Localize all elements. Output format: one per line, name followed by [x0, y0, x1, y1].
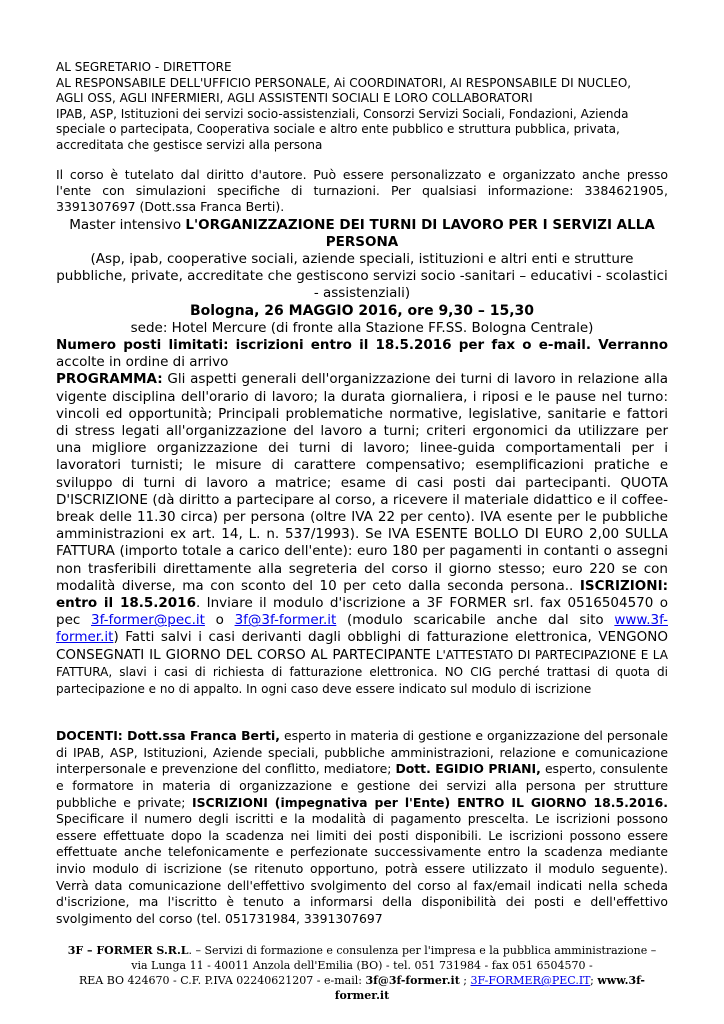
master-prefix: Master intensivo — [69, 217, 186, 233]
footer-website[interactable]: www.3f-former.it — [334, 974, 646, 1002]
programma-text: Gli aspetti generali dell'organizzazione dei turni di lavoro in relazione alla vigente disciplina dell'orario di lavoro; la durata giornaliera, i riposi e le pause nel turno: vincoli ed opportunità; Principali problematiche normative, legislative, sanitarie e fattori di stress legati all'organizzazione del lavoro a turni; criteri ergonomici da utilizzare per una migliore organizzazione dei turni di lavoro; linee-guida comportamentali per i lavoratori turnisti; le misure di carattere compensativo; esemplificazioni pratiche e sviluppo di turni di lavoro a matrice; esame di casi posti dai partecipanti. QUOTA D'ISCRIZIONE (dà diritto a partecipare al corso, a ricevere il materiale didattico e il coffee-break delle 11.30 circa) per persona (oltre IVA 22 per cento). IVA esente per le pubbliche amministrazioni ex art. 14, L. n. 537/1993). Se IVA ESENTE BOLLO DI EURO 2,00 SULLA FATTURA (importo totale a carico dell'ente): euro 180 per pagamenti in contanti o assegni non trasferibili direttamente alla segreteria del corso il giorno stesso; euro 220 se con modalità diverse, ma con sconto del 10 per ceto dalla seconda persona.. — [56, 371, 668, 594]
footer-line-3 — [56, 973, 668, 1003]
footer-separator: ; — [590, 974, 598, 987]
footer-address: via Lunga 11 - 40011 Anzola dell'Emilia (BO) - tel. 051 731984 - fax 051 6504570 - — [131, 959, 593, 972]
addressee-line: accreditata che gestisce servizi alla persona — [56, 137, 323, 152]
programma-text: o — [204, 612, 235, 629]
master-venue: sede: Hotel Mercure (di fronte alla Stazione FF.SS. Bologna Centrale) — [130, 320, 594, 336]
docente-priani: Dott. EGIDIO PRIANI, — [395, 761, 541, 777]
footer — [56, 943, 668, 1003]
master-date: Bologna, 26 MAGGIO 2016, ore 9,30 – 15,30 — [189, 303, 535, 319]
addressee-line: IPAB, ASP, Istituzioni dei servizi socio-assistenziali, Consorzi Servizi Sociali, Fondazioni, Azienda — [56, 106, 629, 121]
programma-paragraph — [56, 371, 668, 698]
website-link[interactable]: www.3f-former.it — [56, 612, 668, 646]
footer-line-1 — [56, 943, 668, 958]
footer-rea: REA BO 424670 - C.F. P.IVA 02240621207 - e-mail: — [78, 974, 366, 987]
docenti-text: esperto in materia di gestione e organizzazione del personale di IPAB, ASP, Istituzioni, Aziende speciali, pubbliche amministrazioni, relazione e comunicazione interpersonale e prevenzione del conflitto, mediatore; — [56, 728, 668, 777]
docenti-label: DOCENTI: Dott.ssa Franca Berti, — [56, 728, 280, 744]
programma-label: PROGRAMMA: — [56, 371, 163, 388]
iscrizioni-deadline: ISCRIZIONI: entro il 18.5.2016 — [56, 577, 668, 612]
email-link[interactable]: 3f@3f-former.it — [234, 612, 337, 629]
addressees-block — [56, 60, 668, 153]
programma-text: (modulo scaricabile anche dal sito — [336, 612, 615, 629]
master-title — [56, 217, 668, 251]
footer-desc: . – Servizi di formazione e consulenza per l'impresa e la pubblica amministrazione – — [188, 944, 657, 957]
footer-pec-link[interactable]: 3F-FORMER@PEC.IT — [470, 974, 591, 987]
footer-separator: ; — [459, 974, 471, 987]
posti-notice — [56, 337, 668, 371]
attestato-note: L'ATTESTATO DI PARTECIPAZIONE E LA FATTURA, slavi i casi di richiesta di fatturazione elettronica. NO CIG perché trattasi di quota di partecipazione e no di appalto. In ogni caso deve essere indicato sul modulo di iscrizione — [56, 647, 668, 697]
footer-email[interactable]: 3f@3f-former.it — [365, 974, 460, 987]
docenti-paragraph — [56, 728, 668, 927]
document-page — [56, 60, 668, 927]
addressee-line: AL RESPONSABILE DELL'UFFICIO PERSONALE, Ai COORDINATORI, AI RESPONSABILE DI NUCLEO, — [56, 75, 632, 90]
posti-bold: Numero posti limitati: iscrizioni entro il 18.5.2016 per fax o e-mail. Verranno — [56, 337, 668, 353]
docenti-text: esperto, consulente e formatore in materia di organizzazione e gestione dei servizi alla persona per strutture pubbliche e private; — [56, 761, 668, 810]
master-course-title: L'ORGANIZZAZIONE DEI TURNI DI LAVORO PER I SERVIZI ALLA PERSONA — [185, 217, 655, 250]
docenti-text: Specificare il numero degli iscritti e la modalità di pagamento prescelta. Le iscrizioni possono essere effettuate dopo la scadenza nei limiti dei posti disponibili. Le iscrizioni possono essere effettuate anche telefonicamente e perfezionate successivamente entro la scadenza mediante invio modulo di iscrizione (se ritenuto opportuno, potrà essere utilizzato il modulo seguente). Verrà data comunicazione dell'effettivo svolgimento del corso al fax/email indicati nella scheda d'iscrizione, ma l'iscritto è tenuto a informarsi della disponibilità dei posti e dell'effettivo svolgimento del corso (tel. 051731984, 3391307697 — [56, 811, 668, 926]
addressee-line: AL SEGRETARIO - DIRETTORE — [56, 60, 232, 74]
intro-paragraph: Il corso è tutelato dal diritto d'autore. Può essere personalizzato e organizzato anche presso l'ente con simulazioni specifiche di turnazioni. Per qualsiasi informazione: 3384621905, 3391307697 (Dott.ssa Franca Berti). — [56, 167, 668, 214]
master-audience: (Asp, ipab, cooperative sociali, aziende speciali, istituzioni e altri enti e strutture pubbliche, private, accreditate che gestiscono servizi socio -sanitari – educativi - scolastici - assistenziali) — [56, 251, 668, 301]
addressee-line: AGLI OSS, AGLI INFERMIERI, AGLI ASSISTENTI SOCIALI E LORO COLLABORATORI — [56, 91, 533, 105]
pec-link[interactable]: 3f-former@pec.it — [90, 612, 205, 629]
programma-text: . Inviare il modulo d'iscrizione a 3F FORMER srl. fax 0516504570 o pec — [56, 595, 668, 629]
iscrizioni-impegnativa: ISCRIZIONI (impegnativa per l'Ente) ENTRO IL GIORNO 18.5.2016. — [191, 794, 669, 810]
footer-company: 3F – FORMER S.R.L — [67, 944, 189, 957]
addressee-line: speciale o partecipata, Cooperativa sociale e altro ente pubblico e struttura pubblica, privata, — [56, 122, 620, 136]
programma-text: ) Fatti salvi i casi derivanti dagli obblighi di fatturazione elettronica, VENGONO CONSEGNATI IL GIORNO DEL CORSO AL PARTECIPANTE — [56, 629, 668, 663]
posti-rest: accolte in ordine di arrivo — [56, 354, 229, 371]
